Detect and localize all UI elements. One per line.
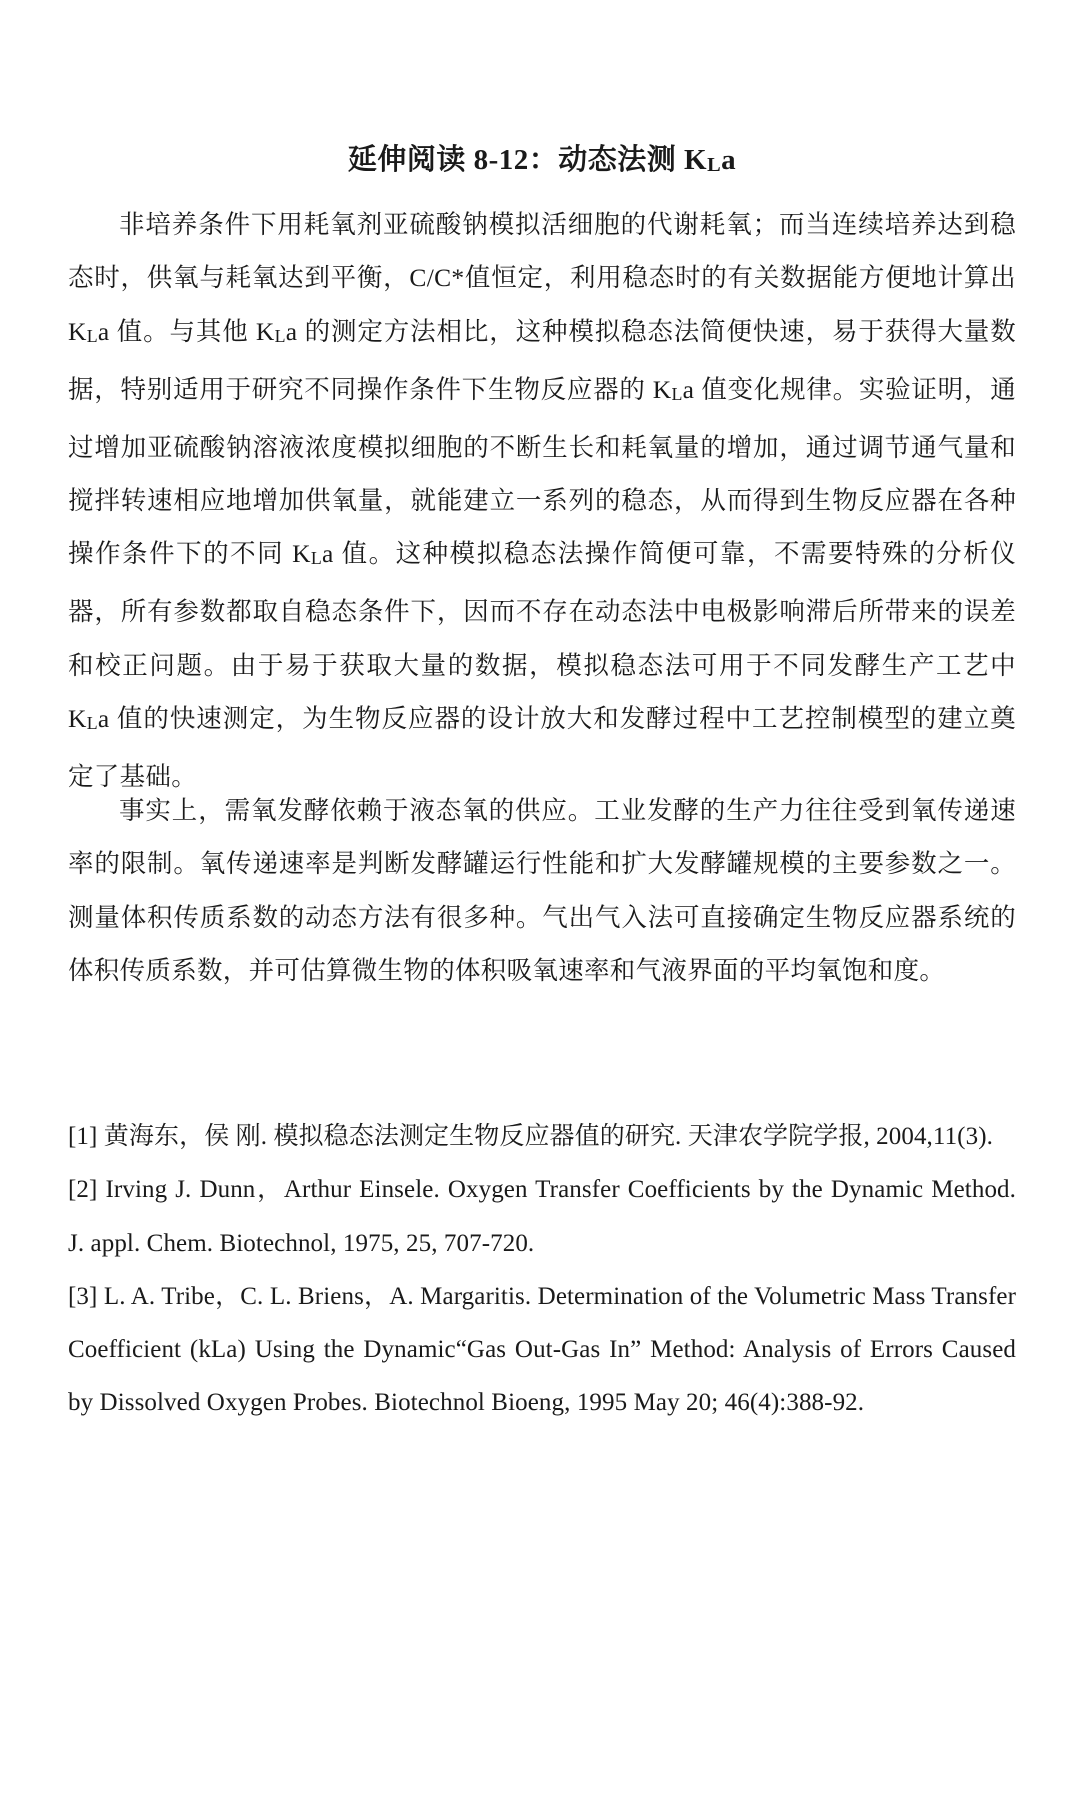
reference-item: [3] L. A. Tribe，C. L. Briens，A. Margaritis. Determination of the Volumetric Mass Transfer Coefficient (kLa) Using the Dynamic“Gas Out-Gas In” Method: Analysis of Errors Caused by Dissolved Oxygen Probes. Biotechnol Bioeng, 1995 May 20; 46(4):388-92. — [68, 1282, 1016, 1417]
paragraph-1: 非培养条件下用耗氧剂亚硫酸钠模拟活细胞的代谢耗氧；而当连续培养达到稳态时，供氧与耗氧达到平衡，C/C*值恒定，利用稳态时的有关数据能方便地计算出 KLa 值。与其他 KLa 的测定方法相比，这种模拟稳态法简便快速，易于获得大量数据，特别适用于研究不同操作条件下生物反应器的 KLa 值变化规律。实验证明，通过增加亚硫酸钠溶液浓度模拟细胞的不断生长和耗氧量的增加，通过调节通气量和搅拌转速相应地增加供氧量，就能建立一系列的稳态，从而得到生物反应器在各种操作条件下的不同 KLa 值。这种模拟稳态法操作简便可靠，不需要特殊的分析仪器，所有参数都取自稳态条件下，因而不存在动态法中电极影响滞后所带来的误差和校正问题。由于易于获取大量的数据，模拟稳态法可用于不同发酵生产工艺中 KLa 值的快速测定，为生物反应器的设计放大和发酵过程中工艺控制模型的建立奠定了基础。 — [68, 210, 1017, 792]
reference-item: [1] 黄海东，侯 刚. 模拟稳态法测定生物反应器值的研究. 天津农学院学报, 2004,11(3). — [68, 1123, 993, 1150]
reference-item: [2] Irving J. Dunn，Arthur Einsele. Oxygen Transfer Coefficients by the Dynamic Method. J. appl. Chem. Biotechnol, 1975, 25, 707-720. — [68, 1176, 1016, 1257]
page-title: 延伸阅读 8-12：动态法测 KLa — [347, 144, 737, 177]
paragraph-2: 事实上，需氧发酵依赖于液态氧的供应。工业发酵的生产力往往受到氧传递速率的限制。氧传递速率是判断发酵罐运行性能和扩大发酵罐规模的主要参数之一。测量体积传质系数的动态方法有很多种。气出气入法可直接确定生物反应器系统的体积传质系数，并可估算微生物的体积吸氧速率和气液界面的平均氧饱和度。 — [68, 796, 1016, 985]
references-list — [68, 1110, 1016, 1430]
